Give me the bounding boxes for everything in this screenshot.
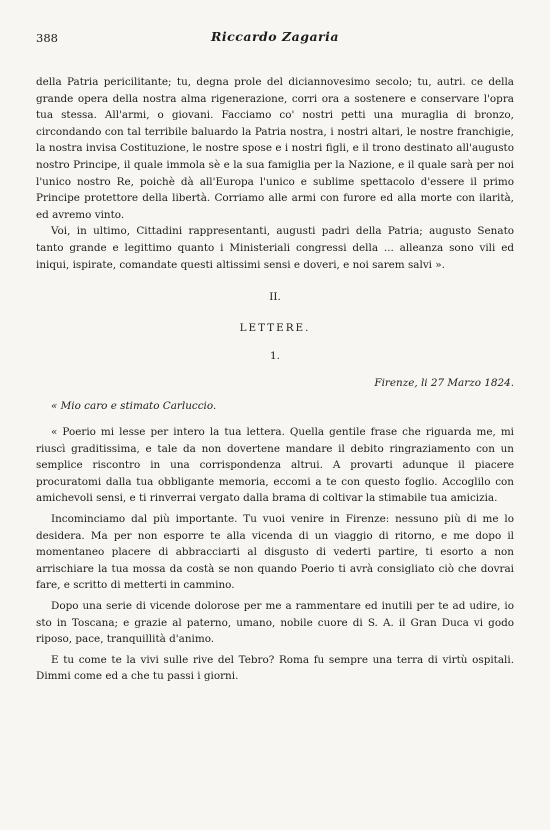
page xyxy=(36,30,514,685)
paragraph-2: Voi, in ultimo, Cittadini rappresentanti, augusti padri della Patria; augusto Senato tanto grande e legittimo quanto i Ministeriali congressi della ... alleanza sono vili ed iniqui, ispirate, comandate questi altissimi sensi e doveri, e noi sarem salvi ». xyxy=(36,225,514,271)
letter-paragraph-4: E tu come te la vivi sulle rive del Tebro? Roma fu sempre una terra di virtù ospitali. Dimmi come ed a che tu passi i giorni. xyxy=(36,653,514,683)
section-title: LETTERE. xyxy=(239,321,311,334)
page-header xyxy=(36,30,514,52)
section-numeral: II. xyxy=(269,291,281,304)
letter-paragraph-3: Dopo una serie di vicende dolorose per me a rammentare ed inutili per te ad udire, io sto in Toscana; e grazie al paterno, umano, nobile cuore di S. A. il Gran Duca vi godo riposo, pace, tranquillità d'animo. xyxy=(36,600,514,646)
letter-paragraph-2: Incominciamo dal più importante. Tu vuoi venire in Firenze: nessuno più di me lo desidera. Ma per non esporre te alla vicenda di un viaggio di ritorno, e me dopo il momentaneo placere di abbracciarti al disgusto di vederti partire, ti esorto a non arrischiare la tua mossa da costà se non quando Poerio ti avrà consigliato ciò che dovrai fare, e scritto di metterti in cammino. xyxy=(36,513,514,592)
letter-dateline: Firenze, li 27 Marzo 1824. xyxy=(374,376,514,389)
letter-paragraph-1: « Poerio mi lesse per intero la tua lettera. Quella gentile frase che riguarda me, mi riuscì graditissima, e tale da non dovertene mandare il debito ringraziamento con un semplice riscontro in una corrispondenza altrui. A provarti adunque il piacere procuratomi dalla tua obbligante memoria, eccomi a te con questo foglio. Accoglilo con amichevoli sensi, e ti rinverrai vergato dalla brama di coltivar la stimabile tua amicizia. xyxy=(36,426,514,505)
letter-number: 1. xyxy=(270,350,280,363)
page-number: 388 xyxy=(36,31,58,45)
paragraph-1: della Patria pericilitante; tu, degna prole del diciannovesimo secolo; tu, autri. ce della grande opera della nostra alma rigenerazione, corri ora a sostenere e conservare l'opra tua stessa. All'armi, o giovani. Facciamo co' nostri petti una muraglia di bronzo, circondando con tal terribile baluardo la Patria nostra, i nostri altari, le nostre franchigie, la nostra invisa Costituzione, le nostre spose e i nostri figli, e il trono destinato all'augusto nostro Principe, il quale immola sè e la sua famiglia per la Nazione, e il quale sarà per noi l'unico nostro Re, poichè dà all'Europa l'unico e sublime spettacolo d'essere il primo Principe protettore della libertà. Corriamo alle armi con furore ed alla morte con ilarità, ed avremo vinto. xyxy=(36,76,514,221)
running-head: Riccardo Zagaria xyxy=(211,29,339,44)
letter-salutation: « Mio caro e stimato Carluccio. xyxy=(51,399,217,412)
